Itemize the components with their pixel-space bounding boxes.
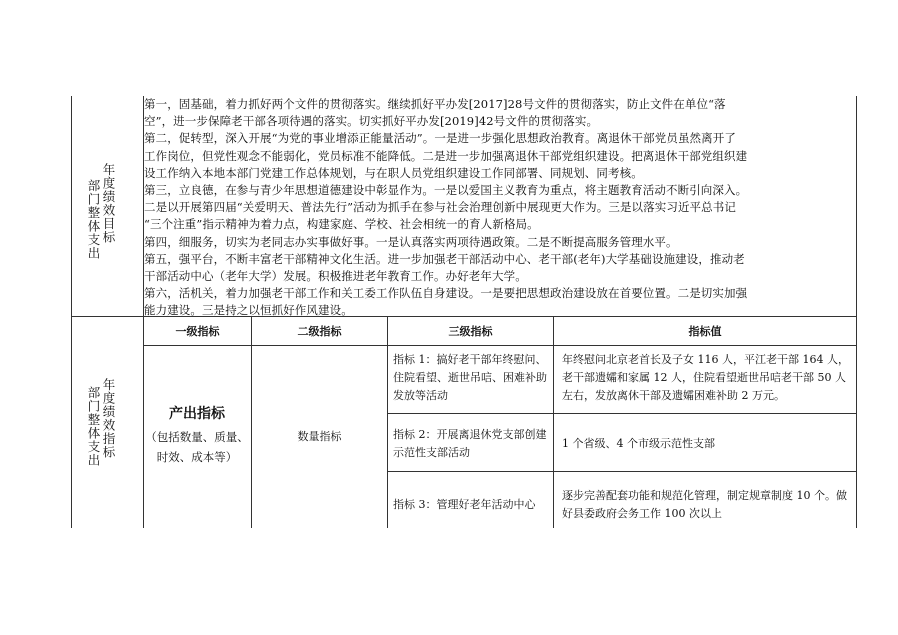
table-border-left xyxy=(71,96,72,528)
section2-label-col1: 部门整体支出 xyxy=(86,386,101,467)
goal-line: 第六，活机关，着力加强老干部工作和关工委工作队伍自身建设。一是要把思想政治建设放在首要位置。二是切实加强 xyxy=(144,286,748,301)
indicator-value-3: 逐步完善配套功能和规范化管理，制定规章制度 10 个。做好县委政府会务工作 100 次以上 xyxy=(562,489,847,520)
goal-line: 空”，进一步保障老干部各项待遇的落实。切实抓好平办发[2019]42号文件的贯彻落实。 xyxy=(144,114,599,129)
col-divider-2 xyxy=(387,316,388,528)
section1-label-col2: 年度绩效目标 xyxy=(101,163,116,244)
indicator-2: 指标 2：开展离退休党支部创建示范性支部活动 xyxy=(393,428,547,459)
section1-label xyxy=(86,163,116,260)
goal-line: 设工作纳入本地本部门党建工作总体规划，与在职人员党组织建设工作同部署、同规划、同考核。 xyxy=(144,165,643,180)
indicator-value-1: 年终慰问北京老首长及子女 116 人，平江老干部 164 人，老干部遗孀和家属 12 人，住院看望逝世吊唁老干部 50 人左右，发放离休干部及遗孀困难补助 2 万元。 xyxy=(562,353,849,402)
goal-line: 第三，立良德，在参与青少年思想道德建设中彰显作为。一是以爱国主义教育为重点，将主题教育活动不断引向深入。 xyxy=(144,183,748,198)
header-value: 指标值 xyxy=(688,325,722,338)
section2-label-col2: 年度绩效指标 xyxy=(101,378,116,459)
goal-line: 干部活动中心（老年大学）发展。积极推进老年教育工作。办好老年大学。 xyxy=(144,269,527,284)
goal-line: 工作岗位，但党性观念不能弱化，党员标准不能降低。二是进一步加强离退休干部党组织建设。把离退休干部党组织建 xyxy=(144,148,748,163)
col-divider-3 xyxy=(553,316,554,528)
col-divider-1 xyxy=(251,316,252,528)
level1-cell xyxy=(144,403,250,466)
goal-line: “三个注重”指示精神为着力点，构建家庭、学校、社会相统一的育人新格局。 xyxy=(144,217,539,232)
section1-label-col1: 部门整体支出 xyxy=(86,179,101,260)
indicator-3: 指标 3：管理好老年活动中心 xyxy=(393,498,536,511)
row-divider-2 xyxy=(387,471,857,472)
goal-line: 第五，强平台，不断丰富老干部精神文化生活。进一步加强老干部活动中心、老干部(老年)大学基础设施建设，推动老 xyxy=(144,251,745,266)
goal-line: 能力建设。三是持之以恒抓好作风建设。 xyxy=(144,303,353,318)
header-level1: 一级指标 xyxy=(175,325,220,338)
level2-cell: 数量指标 xyxy=(297,430,342,443)
level1-note: （包括数量、质量、时效、成本等） xyxy=(145,430,249,464)
goal-line: 第二，促转型，深入开展“为党的事业增添正能量活动”。一是进一步强化思想政治教育。离退休干部党员虽然离开了 xyxy=(144,131,736,146)
header-level2: 二级指标 xyxy=(297,325,342,338)
table-border-right xyxy=(856,96,857,528)
annual-goals-text xyxy=(144,96,856,320)
row-divider-1 xyxy=(387,413,857,414)
level1-title: 产出指标 xyxy=(169,406,225,422)
goal-line: 第四，细服务，切实为老同志办实事做好事。一是认真落实两项待遇政策。二是不断提高服务管理水平。 xyxy=(144,234,678,249)
indicator-1: 指标 1：搞好老干部年终慰问、住院看望、逝世吊唁、困难补助发放等活动 xyxy=(393,353,547,402)
section2-label xyxy=(86,378,116,467)
indicator-value-2: 1 个省级、4 个市级示范性支部 xyxy=(562,437,715,450)
goal-line: 第一，固基础，着力抓好两个文件的贯彻落实。继续抓好平办发[2017]28号文件的贯彻落实，防止文件在单位“落 xyxy=(144,97,726,111)
header-level3: 三级指标 xyxy=(448,325,493,338)
goal-line: 二是以开展第四届“关爱明天、普法先行”活动为抓手在参与社会治理创新中展现更大作为。三是以落实习近平总书记 xyxy=(144,200,736,215)
